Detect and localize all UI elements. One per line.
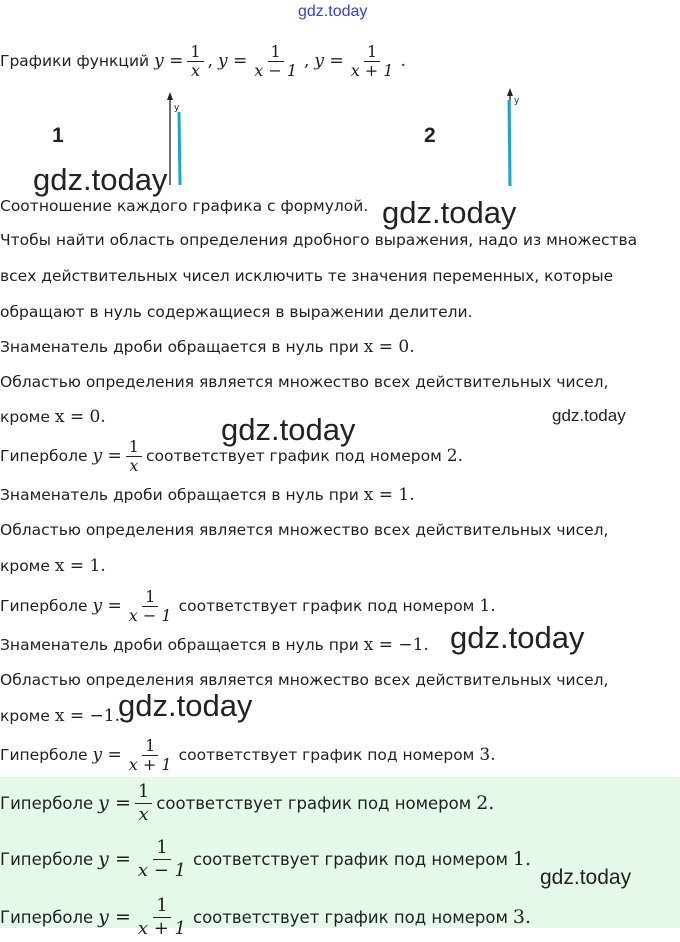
figure-2-curve bbox=[509, 100, 510, 186]
intro-f2-den: x − 1 bbox=[254, 60, 298, 80]
watermark-top: gdz.today bbox=[298, 3, 368, 20]
case2-den: x − 1 bbox=[128, 605, 172, 625]
answer-3-matches: соответствует график под номером bbox=[193, 907, 508, 927]
case1-zero-value: x = 0. bbox=[363, 337, 415, 357]
case1-num: 1 bbox=[126, 438, 142, 457]
watermark: gdz.today bbox=[221, 412, 356, 447]
answer-2-hyp-word: Гиперболе bbox=[0, 849, 94, 869]
case2-num: 1 bbox=[142, 588, 158, 607]
case1-den: x bbox=[129, 455, 139, 475]
case3-lhs: y = bbox=[92, 745, 122, 765]
case3-hyp-word: Гиперболе bbox=[0, 746, 88, 764]
case2-domain-line-2 bbox=[0, 555, 106, 577]
case2-zero-line bbox=[0, 484, 415, 506]
intro-f1-fraction bbox=[187, 43, 203, 80]
answer-1-hyp-word: Гиперболе bbox=[0, 793, 94, 813]
intro-f3-den: x + 1 bbox=[350, 60, 394, 80]
case2-zero-value: x = 1. bbox=[363, 485, 415, 505]
case1-zero-line bbox=[0, 336, 415, 358]
case1-graph-number: 2. bbox=[446, 446, 464, 466]
figure-2-label: 2 bbox=[424, 124, 436, 147]
answer-2-fraction bbox=[135, 837, 189, 882]
case2-graph-number: 1. bbox=[479, 596, 496, 616]
intro-f3-lhs: y = bbox=[314, 51, 344, 71]
intro-prefix: Графики функций bbox=[0, 52, 150, 70]
intro-sep-1: , bbox=[207, 51, 213, 71]
case2-lhs: y = bbox=[92, 596, 122, 616]
case2-domain-value: x = 1. bbox=[54, 556, 106, 576]
case3-matches: соответствует график под номером bbox=[178, 746, 475, 764]
case3-graph-number: 3. bbox=[479, 745, 496, 765]
case1-lhs: y = bbox=[92, 446, 122, 466]
answer-3-lhs: y = bbox=[98, 906, 131, 928]
intro-f1-num: 1 bbox=[187, 43, 203, 62]
answer-1-lhs: y = bbox=[98, 792, 131, 814]
answer-2-num: 1 bbox=[153, 837, 170, 860]
intro-f2-num: 1 bbox=[268, 43, 284, 62]
figure-1-label: 1 bbox=[52, 124, 64, 147]
case2-fraction bbox=[126, 588, 175, 625]
explain-line-2: всех действительных чисел исключить те значения переменных, которые bbox=[0, 267, 614, 285]
watermark: gdz.today bbox=[118, 688, 253, 723]
case2-domain-line-1: Областью определения является множество всех действительных чисел, bbox=[0, 521, 609, 539]
case3-zero-text: Знаменатель дроби обращается в нуль при bbox=[0, 636, 359, 654]
case1-hyperbola-line bbox=[0, 434, 463, 478]
case1-zero-text: Знаменатель дроби обращается в нуль при bbox=[0, 338, 359, 356]
answer-1-fraction bbox=[135, 781, 152, 826]
case3-fraction bbox=[126, 737, 175, 774]
answer-1-num: 1 bbox=[135, 781, 152, 804]
figure-1-axis-arrow bbox=[167, 92, 173, 100]
intro-line bbox=[0, 36, 406, 86]
answer-2-lhs: y = bbox=[98, 848, 131, 870]
answer-2-den: x − 1 bbox=[137, 859, 187, 881]
intro-f2-fraction bbox=[251, 43, 300, 80]
case2-hyperbola-line bbox=[0, 582, 496, 630]
watermark: gdz.today bbox=[33, 162, 168, 197]
case1-domain-value: x = 0. bbox=[54, 407, 106, 427]
case3-domain-line-2 bbox=[0, 705, 120, 727]
intro-f1-lhs: y = bbox=[154, 51, 184, 71]
intro-sep-2: , bbox=[304, 51, 310, 71]
intro-f3-num: 1 bbox=[364, 43, 380, 62]
watermark: gdz.today bbox=[540, 866, 632, 889]
answer-3-graph-number: 3. bbox=[512, 906, 532, 928]
watermark: gdz.today bbox=[450, 620, 585, 655]
answer-3-hyp-word: Гиперболе bbox=[0, 907, 94, 927]
case3-zero-value: x = −1. bbox=[363, 635, 429, 655]
intro-f2-lhs: y = bbox=[217, 51, 248, 71]
case2-domain-except: кроме bbox=[0, 557, 50, 575]
answer-1-den: x bbox=[138, 803, 149, 825]
intro-end: . bbox=[400, 51, 406, 71]
explain-line-1: Чтобы найти область определения дробного выражения, надо из множества bbox=[0, 231, 638, 249]
case3-domain-line-1: Областью определения является множество всех действительных чисел, bbox=[0, 671, 609, 689]
figure-1-curve bbox=[179, 112, 180, 185]
case3-den: x + 1 bbox=[128, 754, 172, 774]
case3-domain-except: кроме bbox=[0, 707, 50, 725]
answer-row-2 bbox=[0, 834, 531, 884]
case1-domain-except: кроме bbox=[0, 408, 50, 426]
answer-3-den: x + 1 bbox=[137, 917, 187, 939]
answer-2-graph-number: 1. bbox=[512, 848, 532, 870]
answer-1-graph-number: 2. bbox=[476, 792, 495, 814]
case2-matches: соответствует график под номером bbox=[178, 597, 475, 615]
answer-1-matches: соответствует график под номером bbox=[156, 793, 472, 813]
case1-matches: соответствует график под номером bbox=[145, 447, 442, 465]
case3-zero-line bbox=[0, 634, 429, 656]
figure-1-axis-label: y bbox=[174, 103, 180, 113]
case2-zero-text: Знаменатель дроби обращается в нуль при bbox=[0, 486, 359, 504]
case1-domain-line-2 bbox=[0, 406, 106, 428]
watermark: gdz.today bbox=[552, 406, 626, 425]
case1-hyp-word: Гиперболе bbox=[0, 447, 88, 465]
case3-domain-value: x = −1. bbox=[54, 706, 121, 726]
watermark: gdz.today bbox=[382, 195, 517, 230]
intro-f3-fraction bbox=[348, 43, 397, 80]
case1-fraction bbox=[126, 438, 142, 475]
case2-hyp-word: Гиперболе bbox=[0, 597, 88, 615]
case1-domain-line-1: Областью определения является множество всех действительных чисел, bbox=[0, 373, 609, 391]
answer-2-matches: соответствует график под номером bbox=[193, 849, 508, 869]
case3-num: 1 bbox=[142, 737, 158, 756]
intro-f1-den: x bbox=[190, 60, 200, 80]
answer-row-1 bbox=[0, 778, 494, 828]
figure-2-graph bbox=[500, 86, 530, 190]
answer-row-3 bbox=[0, 892, 531, 942]
figure-2-axis-label: y bbox=[514, 96, 520, 106]
explain-line-3: обращают в нуль содержащиеся в выражении делители. bbox=[0, 303, 473, 321]
answer-3-fraction bbox=[135, 895, 189, 940]
answer-3-num: 1 bbox=[153, 895, 170, 918]
figure-2-axis-arrow bbox=[507, 88, 513, 96]
task-text: Соотношение каждого графика с формулой. bbox=[0, 197, 369, 215]
case3-hyperbola-line bbox=[0, 732, 496, 778]
